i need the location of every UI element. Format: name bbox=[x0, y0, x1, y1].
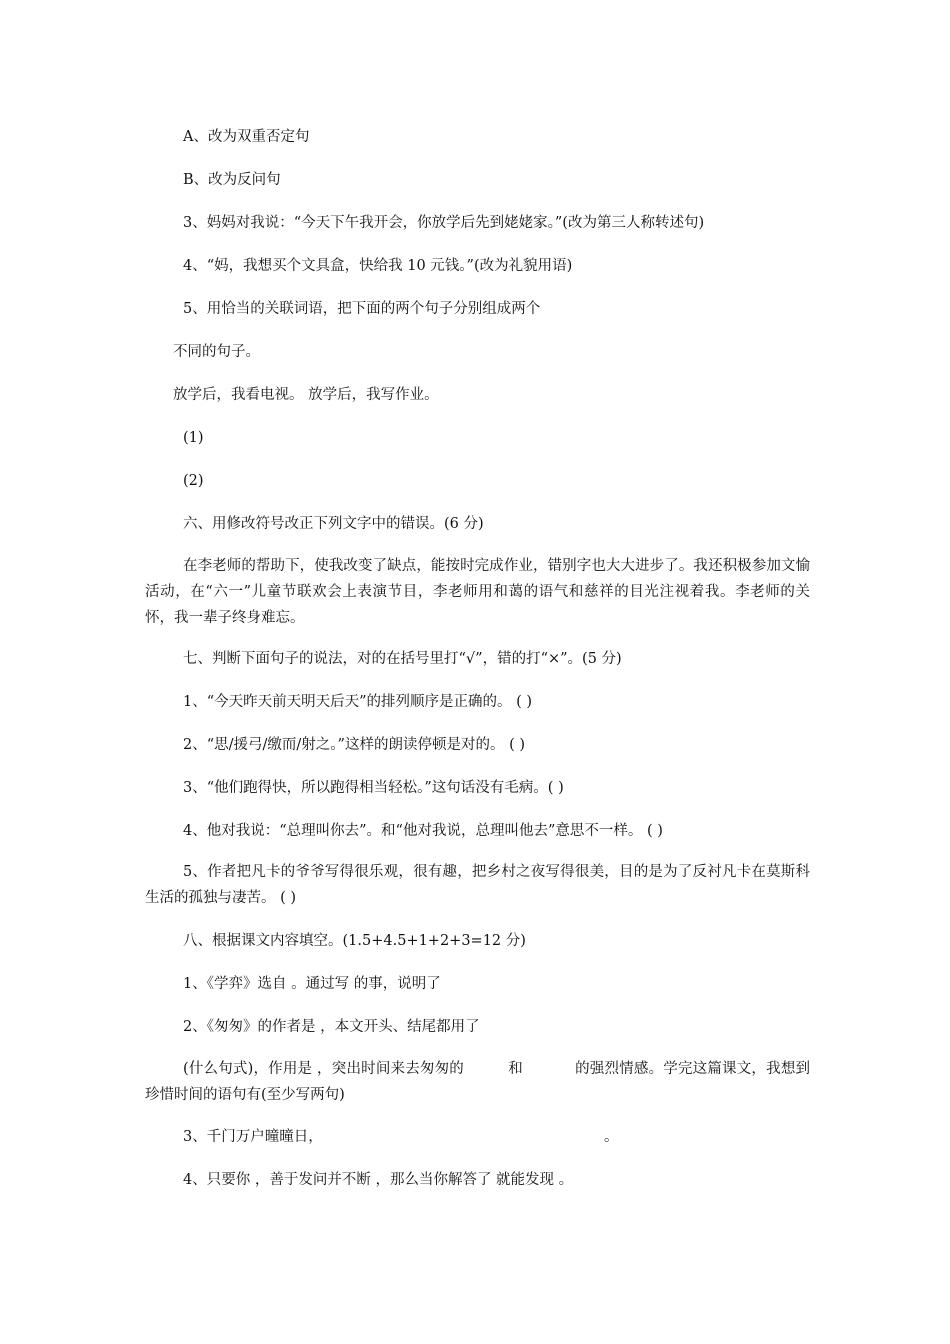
answer-slot-1: (1) bbox=[183, 430, 204, 446]
answer-slot-2: (2) bbox=[183, 473, 204, 489]
question-5-sentences: 放学后，我看电视。 放学后，我写作业。 bbox=[173, 387, 439, 403]
judge-item-1: 1、“今天昨天前天明天后天”的排列顺序是正确的。 ( ) bbox=[183, 694, 533, 710]
question-5-continued: 不同的句子。 bbox=[173, 344, 260, 360]
fill-item-1: 1、《学弈》选自 。通过写 的事，说明了 bbox=[183, 976, 441, 992]
option-a: A、改为双重否定句 bbox=[183, 129, 310, 145]
fill-item-3: 3、千门万户曈曈日， bbox=[183, 1129, 323, 1145]
judge-item-5: 5、作者把凡卡的爷爷写得很乐观，很有趣，把乡村之夜写得很美，目的是为了反衬凡卡在莫斯科生活的孤独与凄苦。 ( ) bbox=[145, 864, 810, 906]
question-4: 4、“妈，我想买个文具盒，快给我 10 元钱。”(改为礼貌用语) bbox=[183, 258, 573, 274]
fill-item-2-part-a: (什么句式)，作用是 ，突出时间来去匆匆的 bbox=[183, 1061, 465, 1077]
question-3: 3、妈妈对我说：“今天下午我开会，你放学后先到姥姥家。”(改为第三人称转述句) bbox=[183, 215, 705, 231]
fill-item-2-part-c: 的强烈情感。学完这篇课文，我想到珍惜时间的语句有(至少写两句) bbox=[145, 1061, 811, 1103]
option-b: B、改为反问句 bbox=[183, 172, 281, 188]
judge-item-4: 4、他对我说：“总理叫你去”。和“他对我说，总理叫他去”意思不一样。 ( ) bbox=[183, 823, 663, 839]
section-6-heading: 六、用修改符号改正下列文字中的错误。(6 分) bbox=[183, 516, 484, 532]
fill-item-2-continued bbox=[145, 1056, 810, 1108]
section-8-heading: 八、根据课文内容填空。(1.5+4.5+1+2+3=12 分) bbox=[183, 933, 526, 949]
fill-item-3-end: 。 bbox=[604, 1129, 619, 1145]
fill-item-4: 4、只要你 ，善于发问并不断 ，那么当你解答了 就能发现 。 bbox=[183, 1172, 574, 1188]
section-7-heading: 七、判断下面句子的说法，对的在括号里打“√”，错的打“×”。(5 分) bbox=[183, 651, 622, 667]
section-6-passage: 在李老师的帮助下，使我改变了缺点，能按时完成作业，错别字也大大进步了。我还积极参加文愉活动，在“六一”儿童节联欢会上表演节目，李老师用和蔼的语气和慈祥的目光注视着我。李老师的关怀，我一辈子终身难忘。 bbox=[145, 558, 810, 626]
fill-item-2-part-b: 和 bbox=[508, 1061, 523, 1077]
fill-item-2: 2、《匆匆》的作者是 ，本文开头、结尾都用了 bbox=[183, 1019, 480, 1035]
judge-item-3: 3、“他们跑得快，所以跑得相当轻松。”这句话没有毛病。( ) bbox=[183, 780, 564, 796]
question-5: 5、用恰当的关联词语，把下面的两个句子分别组成两个 bbox=[183, 301, 541, 317]
judge-item-2: 2、“思/援弓/缴而/射之。”这样的朗读停顿是对的。 ( ) bbox=[183, 737, 525, 753]
